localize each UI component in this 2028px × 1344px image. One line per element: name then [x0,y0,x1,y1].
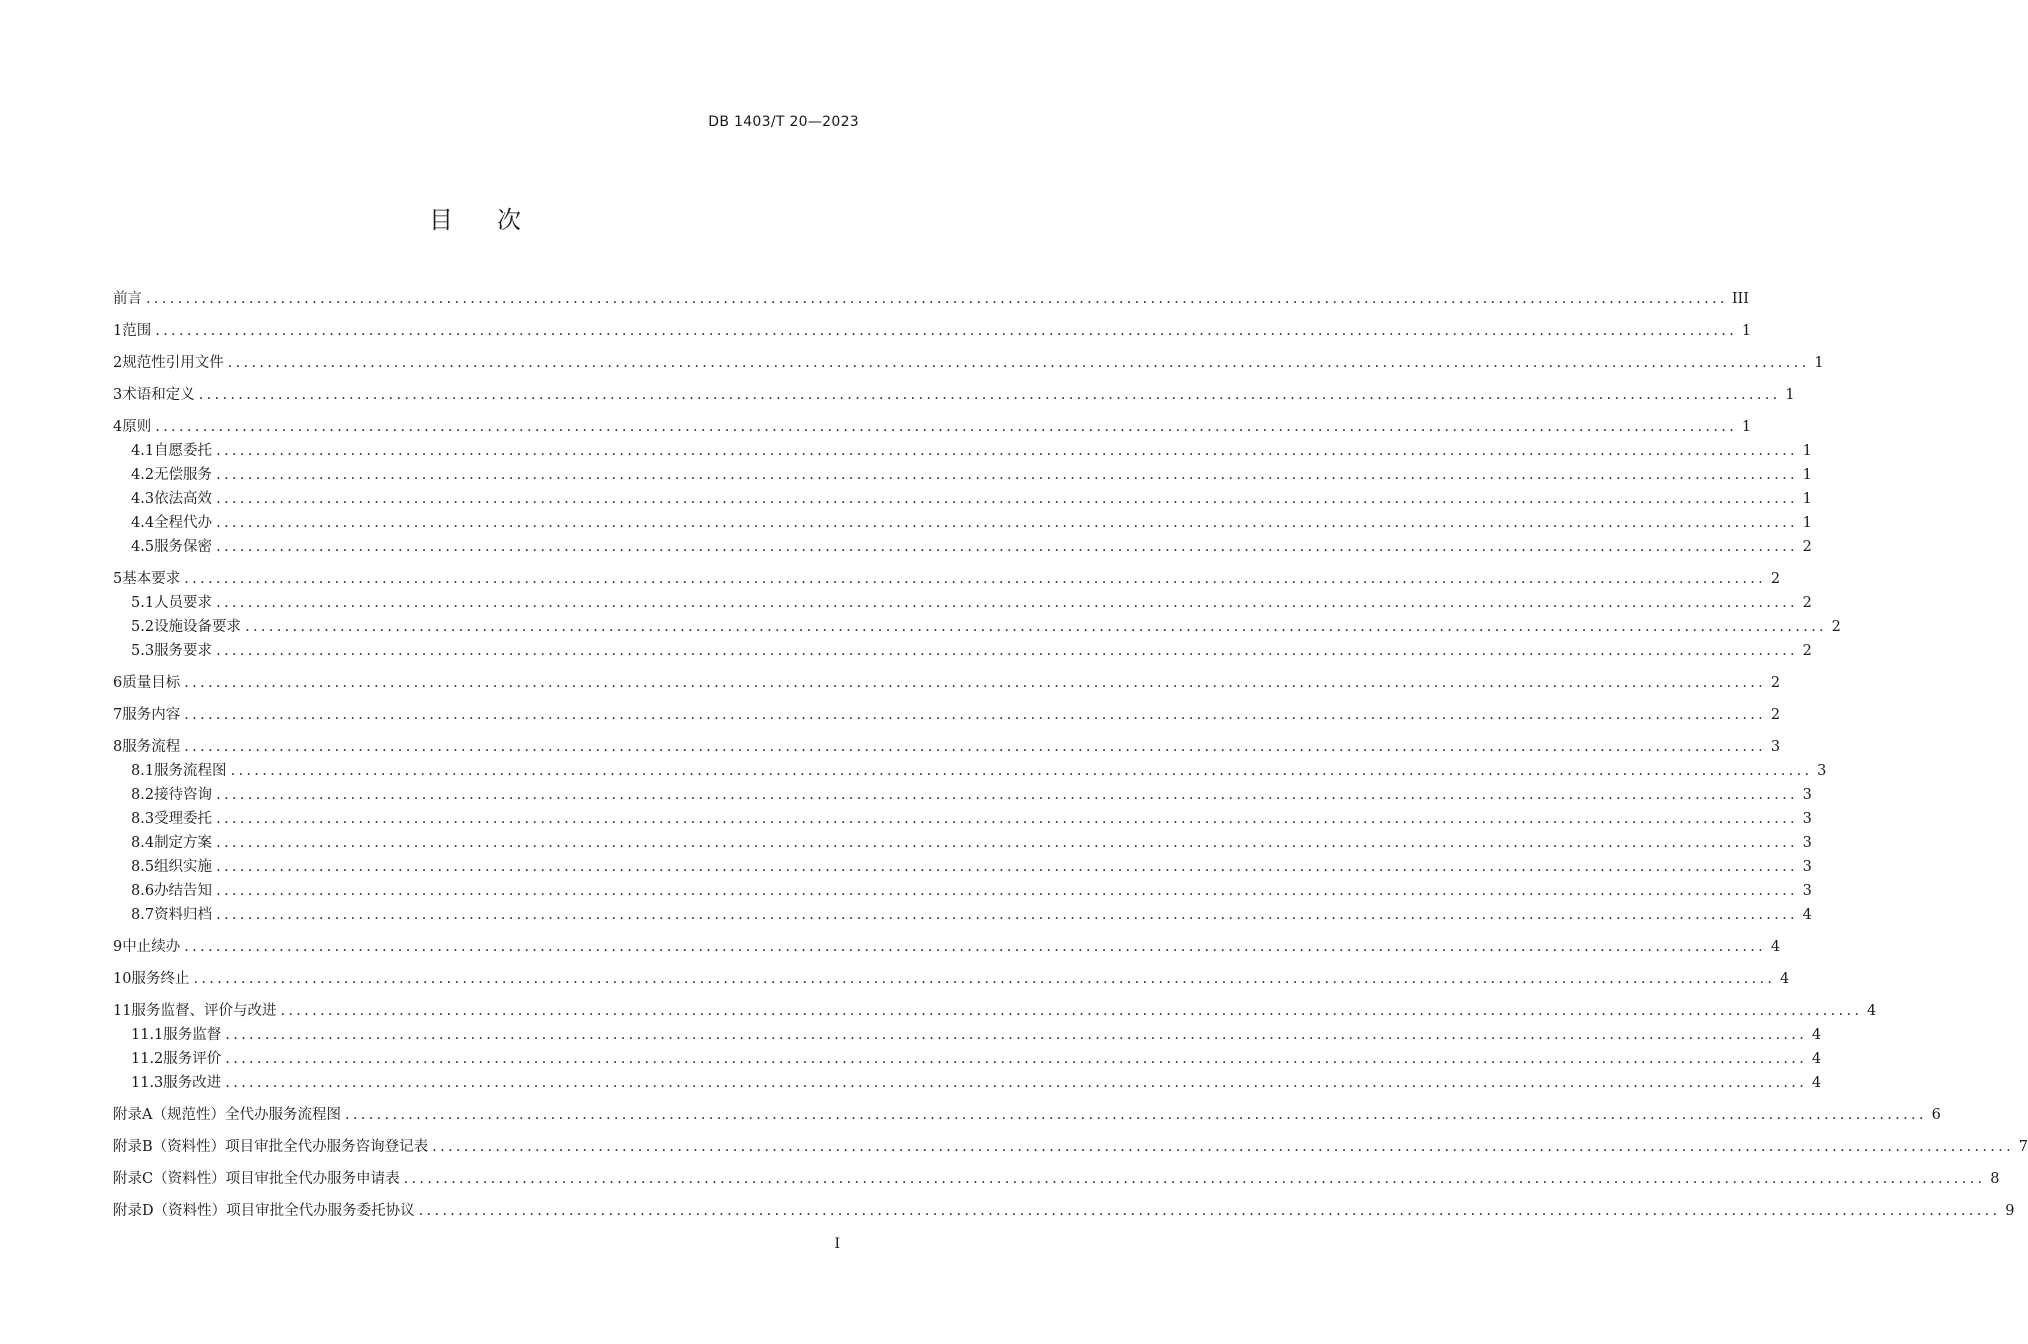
toc-entry-number: 1 [113,323,123,339]
toc-entry-page: 1 [1741,419,1752,435]
toc-leader-dots: ........................................................................................................................................................................................................ [432,1139,2014,1155]
toc-entry-number: 8.1 [131,763,155,779]
toc-leader-dots: ........................................................................................................................................................................................................ [216,467,1798,483]
toc-entry-page: 1 [1802,515,1812,531]
toc-entry[interactable] [113,903,1812,927]
toc-leader-dots: ........................................................................................................................................................................................................ [216,539,1798,555]
toc-entry-number: 附录D（资料性） [113,1203,227,1219]
toc-entry-label: 原则 [122,419,152,435]
toc-entry-page: 2 [1770,571,1781,587]
toc-entry-number: 附录A（规范性） [113,1107,225,1123]
toc-leader-dots: ........................................................................................................................................................................................................ [155,323,1738,339]
toc-entry-label: 受理委托 [154,811,213,827]
toc-leader-dots: ........................................................................................................................................................................................................ [225,1027,1808,1043]
toc-entry-page: 2 [1831,619,1841,635]
toc-entry-label: 服务评价 [163,1051,222,1067]
toc-entry-label: 接待咨询 [154,787,213,803]
toc-entry[interactable] [113,615,1841,639]
toc-entry-label: 基本要求 [122,571,181,587]
toc-entry-label: 制定方案 [154,835,213,851]
toc-entry-label: 办结告知 [154,883,213,899]
toc-entry-number: 11.3 [131,1075,164,1091]
toc-leader-dots: ........................................................................................................................................................................................................ [216,643,1798,659]
toc-entry-page: 3 [1817,763,1827,779]
toc-entry[interactable] [113,1167,2000,1191]
toc-leader-dots: ........................................................................................................................................................................................................ [216,515,1798,531]
toc-entry-number: 4.4 [131,515,155,531]
toc-entry[interactable] [113,439,1812,463]
toc-entry-label: 术语和定义 [122,387,195,403]
toc-entry-number: 4.5 [131,539,155,555]
toc-leader-dots: ........................................................................................................................................................................................................ [216,883,1798,899]
toc-entry-number: 8.7 [131,907,155,923]
toc-entry-number: 5.3 [131,643,155,659]
toc-entry-number: 5.1 [131,595,155,611]
toc-entry-label: 项目审批全代办服务申请表 [225,1171,400,1187]
toc-entry-number: 8.6 [131,883,155,899]
toc-entry[interactable] [113,935,1781,959]
toc-entry-label: 服务内容 [122,707,181,723]
toc-entry-number: 6 [113,675,123,691]
toc-entry[interactable] [113,567,1781,591]
toc-leader-dots: ........................................................................................................................................................................................................ [216,835,1798,851]
toc-entry[interactable] [113,383,1795,407]
toc-entry-label: 服务改进 [163,1075,222,1091]
toc-entry[interactable] [113,1071,1822,1095]
toc-entry[interactable] [113,967,1790,991]
toc-entry[interactable] [113,783,1812,807]
toc-entry-label: 中止续办 [122,939,181,955]
toc-entry[interactable] [113,855,1812,879]
toc-entry-page: 4 [1780,971,1790,987]
toc-entry-number: 11 [113,1003,132,1019]
toc-entry[interactable] [113,879,1812,903]
toc-entry[interactable] [113,735,1781,759]
toc-entry-number: 2 [113,355,123,371]
toc-entry-page: 3 [1802,811,1812,827]
toc-entry[interactable] [113,535,1812,559]
toc-leader-dots: ........................................................................................................................................................................................................ [193,971,1776,987]
toc-entry-number: 10 [113,971,132,987]
toc-entry-page: 7 [2018,1139,2028,1155]
toc-leader-dots: ........................................................................................................................................................................................................ [184,939,1767,955]
toc-entry-label: 项目审批全代办服务委托协议 [226,1203,415,1219]
toc-entry-label: 范围 [122,323,152,339]
toc-entry-number: 4.2 [131,467,155,483]
toc-entry[interactable] [113,1199,2015,1223]
toc-entry-page: 4 [1867,1003,1877,1019]
toc-entry-page: 4 [1811,1027,1822,1043]
toc-entry-number: 4 [113,419,123,435]
toc-entry-label: 自愿委托 [154,443,213,459]
toc-entry-number: 4.3 [131,491,155,507]
toc-entry-page: 2 [1802,539,1812,555]
toc-entry[interactable] [113,671,1781,695]
toc-entry-number: 9 [113,939,123,955]
toc-entry-label: 服务监督、评价与改进 [131,1003,277,1019]
toc-entry[interactable] [113,1135,2028,1159]
toc-entry-number: 3 [113,387,123,403]
toc-leader-dots: ........................................................................................................................................................................................................ [198,387,1781,403]
toc-leader-dots: ........................................................................................................................................................................................................ [403,1171,1986,1187]
toc-entry-page: 1 [1785,387,1795,403]
toc-leader-dots: ........................................................................................................................................................................................................ [216,787,1798,803]
page-number: I [834,1236,840,1252]
toc-entry-page: 3 [1802,835,1812,851]
toc-leader-dots: ........................................................................................................................................................................................................ [184,739,1767,755]
toc-leader-dots: ........................................................................................................................................................................................................ [184,707,1767,723]
toc-leader-dots: ........................................................................................................................................................................................................ [245,619,1827,635]
toc-entry[interactable] [113,415,1752,439]
toc-entry[interactable] [113,807,1812,831]
toc-leader-dots: ........................................................................................................................................................................................................ [418,1203,2001,1219]
toc-entry-page: 1 [1802,443,1812,459]
toc-entry-number: 5.2 [131,619,155,635]
toc-entry-label: 依法高效 [154,491,213,507]
toc-leader-dots: ........................................................................................................................................................................................................ [227,355,1810,371]
toc-leader-dots: ........................................................................................................................................................................................................ [216,595,1798,611]
toc-entry-label: 质量目标 [122,675,181,691]
toc-entry-page: 4 [1811,1051,1822,1067]
toc-entry-label: 服务保密 [154,539,213,555]
toc-leader-dots: ........................................................................................................................................................................................................ [216,811,1798,827]
toc-entry-page: 1 [1741,323,1752,339]
toc-entry-number: 11.1 [131,1027,164,1043]
toc-leader-dots: ........................................................................................................................................................................................................ [344,1107,1927,1123]
toc-entry[interactable] [113,463,1812,487]
toc-leader-dots: ........................................................................................................................................................................................................ [146,291,1728,307]
toc-entry-number: 附录C（资料性） [113,1171,226,1187]
toc-entry-label: 服务监督 [163,1027,222,1043]
toc-entry[interactable] [113,1047,1822,1071]
toc-entry[interactable] [113,759,1827,783]
toc-entry-label: 全程代办 [154,515,213,531]
toc-leader-dots: ........................................................................................................................................................................................................ [230,763,1813,779]
toc-entry-number: 5 [113,571,123,587]
toc-leader-dots: ........................................................................................................................................................................................................ [225,1075,1808,1091]
toc-entry[interactable] [113,287,1750,311]
toc-entry-page: 3 [1802,883,1812,899]
toc-entry-number: 附录B（资料性） [113,1139,226,1155]
toc-entry[interactable] [113,1103,1941,1127]
toc-entry-page: III [1731,291,1750,307]
toc-entry-page: 9 [2005,1203,2015,1219]
doc-code: DB 1403/T 20—2023 [708,114,859,130]
toc-entry-label: 项目审批全代办服务咨询登记表 [225,1139,429,1155]
toc-entry-label: 服务终止 [131,971,190,987]
toc-entry-number: 8.2 [131,787,155,803]
toc-entry-label: 设施设备要求 [154,619,242,635]
toc-entry-page: 1 [1814,355,1824,371]
toc-entry[interactable] [113,487,1812,511]
toc-entry-page: 4 [1811,1075,1822,1091]
toc-entry[interactable] [113,639,1812,663]
toc-entry-page: 2 [1802,643,1812,659]
toc-entry-number: 8 [113,739,123,755]
toc-entry-label: 无偿服务 [154,467,213,483]
toc-entry-number: 4.1 [131,443,155,459]
toc-entry-label: 前言 [113,291,142,307]
toc-leader-dots: ........................................................................................................................................................................................................ [216,491,1798,507]
toc-entry-page: 1 [1802,491,1812,507]
toc-entry-label: 资料归档 [154,907,213,923]
toc-entry[interactable] [113,1023,1822,1047]
toc-leader-dots: ........................................................................................................................................................................................................ [184,571,1767,587]
toc-entry-page: 8 [1990,1171,2000,1187]
page-title: 目次 [429,206,565,234]
toc-entry-label: 全代办服务流程图 [224,1107,341,1123]
toc-entry-label: 组织实施 [154,859,213,875]
toc-entry-label: 服务要求 [154,643,213,659]
toc-entry[interactable] [113,831,1812,855]
toc-entry-number: 8.5 [131,859,155,875]
toc-leader-dots: ........................................................................................................................................................................................................ [280,1003,1863,1019]
toc-entry-number: 7 [113,707,123,723]
toc-entry-number: 8.3 [131,811,155,827]
toc-entry[interactable] [113,319,1752,343]
toc-entry-page: 3 [1802,787,1812,803]
toc-entry-label: 服务流程图 [154,763,227,779]
toc-entry-page: 4 [1770,939,1781,955]
toc-entry[interactable] [113,351,1824,375]
toc-entry[interactable] [113,703,1781,727]
toc-entry-page: 3 [1802,859,1812,875]
toc-entry-page: 1 [1802,467,1812,483]
toc-entry-page: 2 [1802,595,1812,611]
toc-entry-label: 规范性引用文件 [122,355,224,371]
table-of-contents [113,287,2028,1223]
toc-entry-page: 6 [1931,1107,1941,1123]
toc-entry-label: 人员要求 [154,595,213,611]
toc-leader-dots: ........................................................................................................................................................................................................ [216,907,1798,923]
toc-entry-number: 8.4 [131,835,155,851]
toc-entry-page: 3 [1770,739,1781,755]
toc-leader-dots: ........................................................................................................................................................................................................ [184,675,1767,691]
toc-entry-page: 2 [1770,707,1781,723]
toc-leader-dots: ........................................................................................................................................................................................................ [225,1051,1808,1067]
toc-leader-dots: ........................................................................................................................................................................................................ [216,859,1798,875]
toc-entry-page: 4 [1802,907,1812,923]
toc-entry-number: 11.2 [131,1051,164,1067]
toc-entry[interactable] [113,511,1812,535]
toc-leader-dots: ........................................................................................................................................................................................................ [155,419,1738,435]
toc-entry[interactable] [113,591,1812,615]
toc-leader-dots: ........................................................................................................................................................................................................ [216,443,1798,459]
toc-entry[interactable] [113,999,1877,1023]
toc-entry-page: 2 [1770,675,1781,691]
toc-entry-label: 服务流程 [122,739,181,755]
